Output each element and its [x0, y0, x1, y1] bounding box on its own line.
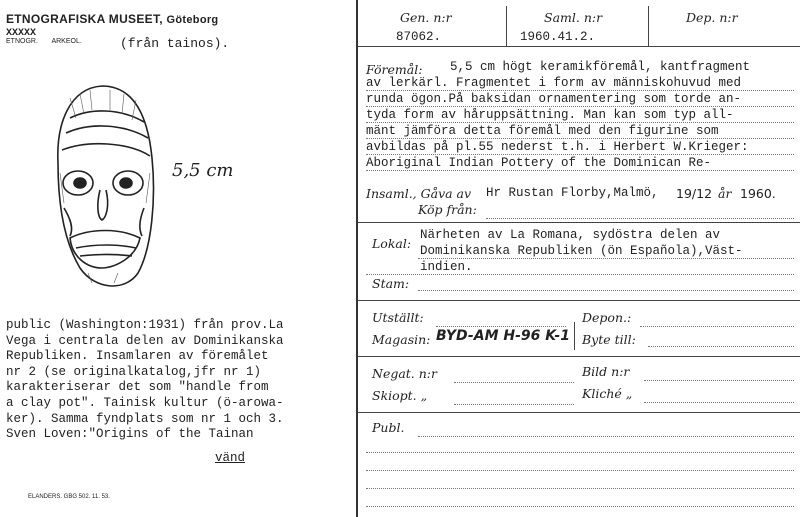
- foremal-label: Föremål:: [366, 62, 423, 77]
- stam-label: Stam:: [372, 276, 410, 291]
- dotted-rule: [644, 380, 794, 381]
- text-line: Vega i centrala delen av Dominikanska: [6, 333, 284, 348]
- text-line: public (Washington:1931) från prov.La: [6, 318, 284, 332]
- utstallt-label: Utställt:: [372, 310, 424, 325]
- lokal-line: Närheten av La Romana, sydöstra delen av: [420, 228, 721, 242]
- magasin-label: Magasin:: [372, 332, 431, 347]
- dotted-rule: [648, 346, 794, 347]
- dotted-rule: [366, 170, 794, 171]
- turn-over-note: vänd: [215, 451, 246, 465]
- dotted-rule: [366, 470, 794, 471]
- foremal-line: Aboriginal Indian Pottery of the Dominican Re-: [366, 156, 712, 170]
- card-left-panel: [0, 0, 352, 517]
- text-line: nr 2 (se originalkatalog,jfr nr 1): [6, 364, 262, 379]
- text-line: a clay pot". Tainisk kultur (ö-arowa-: [6, 395, 284, 410]
- section-rule: [358, 222, 800, 223]
- arkeol-label: ARKEOL.: [51, 38, 82, 45]
- left-continuation-text: [6, 318, 351, 443]
- section-rule: [358, 356, 800, 357]
- crossed-out-marks: XXXXX: [6, 28, 37, 39]
- museum-city: Göteborg: [166, 14, 219, 26]
- department-labels: [6, 38, 94, 45]
- dotted-rule: [640, 326, 794, 327]
- dotted-rule: [366, 138, 794, 139]
- text-line: ker). Samma fyndplats som nr 1 och 3.: [6, 411, 284, 426]
- depon-label: Depon.:: [582, 310, 632, 325]
- museum-header: [6, 12, 218, 26]
- dotted-rule: [454, 382, 574, 383]
- printer-mark: ELANDERS. GBG 502. 11. 53.: [28, 494, 110, 500]
- saml-nr-value: 1960.41.2.: [520, 30, 596, 44]
- foremal-line: runda ögon.På baksidan ornamentering som torde an-: [366, 92, 742, 106]
- section-rule: [358, 300, 800, 301]
- header-divider: [506, 6, 507, 46]
- header-divider: [648, 6, 649, 46]
- dotted-rule: [486, 218, 794, 219]
- text-line: Republiken. Insamlaren av föremålet: [6, 349, 269, 364]
- bild-label: Bild n:r: [582, 364, 630, 379]
- foremal-line: mänt jämföra detta föremål med den figurine som: [366, 124, 719, 138]
- card-right-form: [356, 0, 800, 517]
- negat-label: Negat. n:r: [372, 366, 437, 381]
- section-rule: [358, 412, 800, 413]
- dotted-rule: [644, 402, 794, 403]
- museum-name: ETNOGRAFISKA MUSEET,: [6, 12, 163, 26]
- ar-label: år: [718, 186, 732, 201]
- foremal-line: av lerkärl. Fragmentet i form av människohuvud med: [366, 76, 742, 90]
- dotted-rule: [418, 290, 794, 291]
- publ-label: Publ.: [372, 420, 405, 435]
- insaml-value: Hr Rustan Florby,Malmö,: [486, 186, 659, 200]
- byte-label: Byte till:: [582, 332, 636, 347]
- gen-nr-value: 87062.: [396, 30, 442, 44]
- dotted-rule: [366, 122, 794, 123]
- section-rule: [358, 46, 800, 47]
- lokal-label: Lokal:: [372, 236, 412, 251]
- kop-label: Köp från:: [418, 202, 477, 217]
- text-line: Sven Loven:"Origins of the Tainan: [6, 427, 254, 442]
- kliche-label: Kliché „: [582, 386, 633, 401]
- origin-note: (från tainos).: [120, 36, 230, 51]
- text-line: karakteriserar det som "handle from: [6, 380, 269, 395]
- ar-value: 1960.: [740, 186, 776, 201]
- magasin-bracket: [574, 322, 575, 350]
- sketch-size-note: 5,5 cm: [172, 160, 234, 181]
- insaml-date: 19/12: [676, 186, 713, 201]
- saml-nr-label: Saml. n:r: [544, 10, 603, 25]
- dotted-rule: [418, 436, 794, 437]
- foremal-line: 5,5 cm högt keramikföremål, kantfragment: [450, 60, 751, 74]
- dotted-rule: [366, 154, 794, 155]
- dotted-rule: [454, 404, 574, 405]
- dep-nr-label: Dep. n:r: [686, 10, 738, 25]
- lokal-line: indien.: [420, 260, 473, 274]
- dotted-rule: [366, 452, 794, 453]
- magasin-value: BYD-AM H-96 K-1: [436, 328, 570, 344]
- skiopt-label: Skiopt. „: [372, 388, 428, 403]
- dotted-rule: [366, 90, 794, 91]
- dotted-rule: [366, 106, 794, 107]
- etnogr-label: ETNOGR.: [6, 38, 38, 45]
- dotted-rule: [436, 326, 566, 327]
- lokal-line: Dominikanska Republiken (ön Española),Väst-: [420, 244, 743, 258]
- dotted-rule: [418, 258, 794, 259]
- foremal-line: tyda form av håruppsättning. Man kan som typ all-: [366, 108, 734, 122]
- dotted-rule: [366, 274, 794, 275]
- dotted-rule: [366, 488, 794, 489]
- foremal-line: avbildas på pl.55 nederst t.h. i Herbert W.Krieger:: [366, 140, 749, 154]
- dotted-rule: [366, 506, 794, 507]
- gen-nr-label: Gen. n:r: [400, 10, 452, 25]
- artifact-sketch: [40, 78, 170, 298]
- insaml-label: Insaml., Gåva av: [366, 186, 472, 201]
